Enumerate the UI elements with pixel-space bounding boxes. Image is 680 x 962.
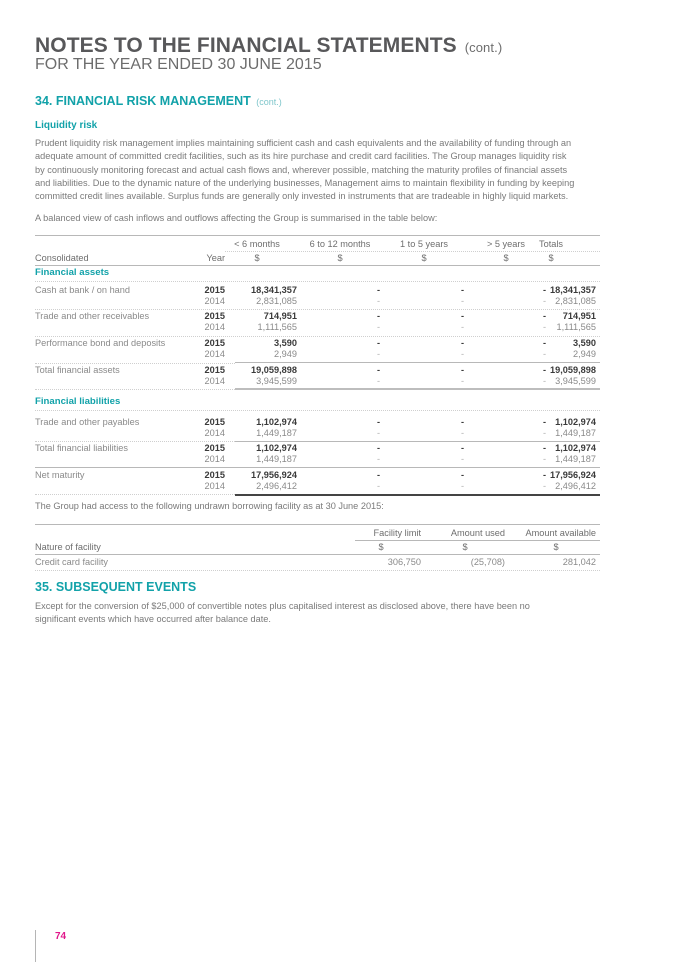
row-label: Net maturity (35, 470, 85, 480)
amount-current: 18,341,357 (251, 285, 297, 295)
row-year-prior: 2014 (204, 322, 225, 332)
facility-column-header: Amount used (450, 528, 505, 538)
dash-value: - (376, 296, 380, 306)
dash-value: - (460, 285, 464, 295)
paragraph-line: adequate amount of committed credit facilities, such as its hire purchase and credit card facilities. The Group manages liquidity risk (35, 151, 567, 162)
paragraph-line: significant events which have occurred after balance date. (35, 614, 271, 625)
row-year-prior: 2014 (204, 428, 225, 438)
liquidity-risk-paragraph (35, 137, 600, 203)
facility-label-header: Nature of facility (35, 542, 101, 552)
dash-value: - (460, 322, 464, 332)
paragraph-line: and liabilities. Due to the dynamic nature of the underlying businesses, Management aims to maintain flexibility in funding by keeping (35, 177, 575, 188)
amount-prior: 2,949 (274, 349, 297, 359)
amount-current: 17,956,924 (550, 470, 596, 480)
dash-value: - (460, 296, 464, 306)
currency-header: $ (503, 253, 509, 263)
table-rule (235, 388, 600, 390)
dash-value: - (376, 322, 380, 332)
dash-value: - (376, 443, 380, 453)
amount-prior: 2,831,085 (256, 296, 297, 306)
dash-value: - (542, 454, 546, 464)
row-label: Total financial liabilities (35, 443, 128, 453)
dash-value: - (542, 322, 546, 332)
dash-value: - (376, 454, 380, 464)
table-rule (35, 363, 235, 364)
amount-current: 18,341,357 (550, 285, 596, 295)
column-header: Totals (539, 239, 563, 249)
amount-current: 3,590 (573, 338, 596, 348)
row-year-prior: 2014 (204, 296, 225, 306)
dash-value: - (542, 376, 546, 386)
paragraph-line: Prudent liquidity risk management implies maintaining sufficient cash and cash equivalents and the availability of funding through an (35, 138, 572, 148)
amount-prior: 2,496,412 (256, 481, 297, 491)
dash-value: - (542, 311, 546, 321)
subsequent-events-paragraph (35, 600, 600, 627)
row-year-current: 2015 (204, 311, 225, 321)
dash-value: - (376, 365, 380, 375)
table-rule (235, 441, 600, 442)
dash-value: - (542, 349, 546, 359)
facility-intro-text: The Group had access to the following undrawn borrowing facility as at 30 June 2015: (35, 501, 384, 511)
facility-amount: 281,042 (562, 557, 596, 567)
page-title-suffix: (cont.) (464, 40, 503, 55)
amount-current: 1,102,974 (256, 443, 297, 453)
table-rule (35, 281, 600, 282)
dash-value: - (460, 417, 464, 427)
currency-header: $ (462, 542, 468, 552)
dash-value: - (460, 428, 464, 438)
amount-current: 3,590 (274, 338, 297, 348)
section-34-heading (35, 94, 282, 108)
row-label: Trade and other receivables (35, 311, 150, 321)
dash-value: - (460, 454, 464, 464)
table-rule (235, 494, 600, 496)
amount-prior: 2,496,412 (555, 481, 596, 491)
table-rule (35, 441, 235, 442)
liquidity-risk-subheading: Liquidity risk (35, 120, 98, 131)
page-subtitle: FOR THE YEAR ENDED 30 JUNE 2015 (35, 56, 322, 73)
paragraph-line: committed credit lines available. Surplus funds are generally only invested in instruments that are tradeable in highly liquid markets. (35, 191, 569, 202)
row-year-current: 2015 (204, 417, 225, 427)
row-label: Total financial assets (35, 365, 120, 375)
table-rule (225, 251, 600, 252)
amount-current: 17,956,924 (251, 470, 297, 480)
label-column-header: Consolidated (35, 253, 89, 263)
row-label: Cash at bank / on hand (35, 285, 131, 295)
table-rule (35, 467, 600, 468)
row-year-current: 2015 (204, 365, 225, 375)
dash-value: - (376, 349, 380, 359)
table-rule (35, 410, 600, 411)
row-year-prior: 2014 (204, 376, 225, 386)
dash-value: - (460, 365, 464, 375)
table-rule (235, 362, 600, 363)
paragraph-line: Except for the conversion of $25,000 of convertible notes plus capitalised interest as disclosed above, there have been no (35, 601, 530, 611)
dash-value: - (542, 428, 546, 438)
column-header: > 5 years (486, 239, 526, 249)
year-column-header: Year (206, 253, 225, 263)
amount-prior: 1,111,565 (257, 322, 297, 332)
amount-prior: 2,831,085 (555, 296, 596, 306)
page-title-text: NOTES TO THE FINANCIAL STATEMENTS (35, 34, 457, 57)
amount-prior: 2,949 (573, 349, 596, 359)
row-label: Performance bond and deposits (35, 338, 166, 348)
amount-prior: 1,449,187 (256, 454, 297, 464)
dash-value: - (376, 311, 380, 321)
amount-prior: 1,449,187 (555, 454, 596, 464)
facility-column-header: Facility limit (373, 528, 421, 538)
amount-prior: 3,945,599 (256, 376, 297, 386)
amount-current: 1,102,974 (555, 443, 596, 453)
financial-assets-heading: Financial assets (35, 267, 110, 278)
column-header: 6 to 12 months (309, 239, 371, 249)
row-year-prior: 2014 (204, 481, 225, 491)
amount-prior: 1,111,565 (556, 322, 596, 332)
row-year-prior: 2014 (204, 349, 225, 359)
dash-value: - (460, 481, 464, 491)
table-intro (35, 212, 600, 225)
amount-current: 19,059,898 (550, 365, 596, 375)
table-rule (35, 309, 600, 310)
page-margin-rule (35, 930, 36, 962)
row-year-prior: 2014 (204, 454, 225, 464)
dash-value: - (460, 311, 464, 321)
table-rule (35, 570, 600, 571)
dash-value: - (542, 296, 546, 306)
page-number: 74 (55, 931, 67, 942)
dash-value: - (542, 470, 546, 480)
row-label: Trade and other payables (35, 417, 140, 427)
facility-amount: (25,708) (470, 557, 505, 567)
amount-current: 714,951 (562, 311, 596, 321)
row-year-current: 2015 (204, 338, 225, 348)
row-year-current: 2015 (204, 470, 225, 480)
table-rule (35, 235, 600, 236)
dash-value: - (376, 481, 380, 491)
paragraph-line: by continuously monitoring forecast and actual cash flows and, wherever possible, matching the maturity profiles of financial assets (35, 164, 568, 175)
table-rule (35, 389, 235, 390)
table-rule (35, 336, 600, 337)
page-title (35, 34, 502, 58)
table-intro-text: A balanced view of cash inflows and outflows affecting the Group is summarised in the table below: (35, 213, 438, 223)
currency-header: $ (553, 542, 559, 552)
facility-row-label: Credit card facility (35, 557, 109, 567)
table-rule (355, 540, 600, 541)
dash-value: - (460, 376, 464, 386)
currency-header: $ (548, 253, 554, 263)
dash-value: - (376, 338, 380, 348)
table-rule (35, 265, 600, 266)
dash-value: - (460, 443, 464, 453)
section-35-heading: 35. SUBSEQUENT EVENTS (35, 580, 197, 594)
section-34-heading-text: 34. FINANCIAL RISK MANAGEMENT (35, 94, 251, 108)
section-34-heading-suffix: (cont.) (256, 97, 282, 107)
dash-value: - (376, 285, 380, 295)
currency-header: $ (337, 253, 343, 263)
facility-intro (35, 500, 600, 513)
facility-column-header: Amount available (525, 528, 596, 538)
column-header: < 6 months (234, 239, 280, 249)
dash-value: - (460, 470, 464, 480)
row-year-current: 2015 (204, 443, 225, 453)
dash-value: - (542, 417, 546, 427)
amount-current: 19,059,898 (251, 365, 297, 375)
currency-header: $ (378, 542, 384, 552)
dash-value: - (542, 443, 546, 453)
dash-value: - (376, 376, 380, 386)
dash-value: - (542, 338, 546, 348)
dash-value: - (542, 365, 546, 375)
column-header: 1 to 5 years (399, 239, 448, 249)
financial-liabilities-heading: Financial liabilities (35, 396, 121, 407)
dash-value: - (542, 481, 546, 491)
currency-header: $ (421, 253, 427, 263)
dash-value: - (376, 428, 380, 438)
amount-prior: 1,449,187 (256, 428, 297, 438)
table-rule (35, 524, 600, 525)
dash-value: - (460, 338, 464, 348)
table-rule (35, 554, 600, 555)
facility-amount: 306,750 (387, 557, 421, 567)
amount-prior: 3,945,599 (555, 376, 596, 386)
dash-value: - (542, 285, 546, 295)
row-year-current: 2015 (204, 285, 225, 295)
table-rule (35, 494, 235, 495)
amount-current: 714,951 (263, 311, 297, 321)
currency-header: $ (254, 253, 260, 263)
amount-current: 1,102,974 (256, 417, 297, 427)
dash-value: - (376, 417, 380, 427)
dash-value: - (376, 470, 380, 480)
amount-prior: 1,449,187 (555, 428, 596, 438)
amount-current: 1,102,974 (555, 417, 596, 427)
dash-value: - (460, 349, 464, 359)
